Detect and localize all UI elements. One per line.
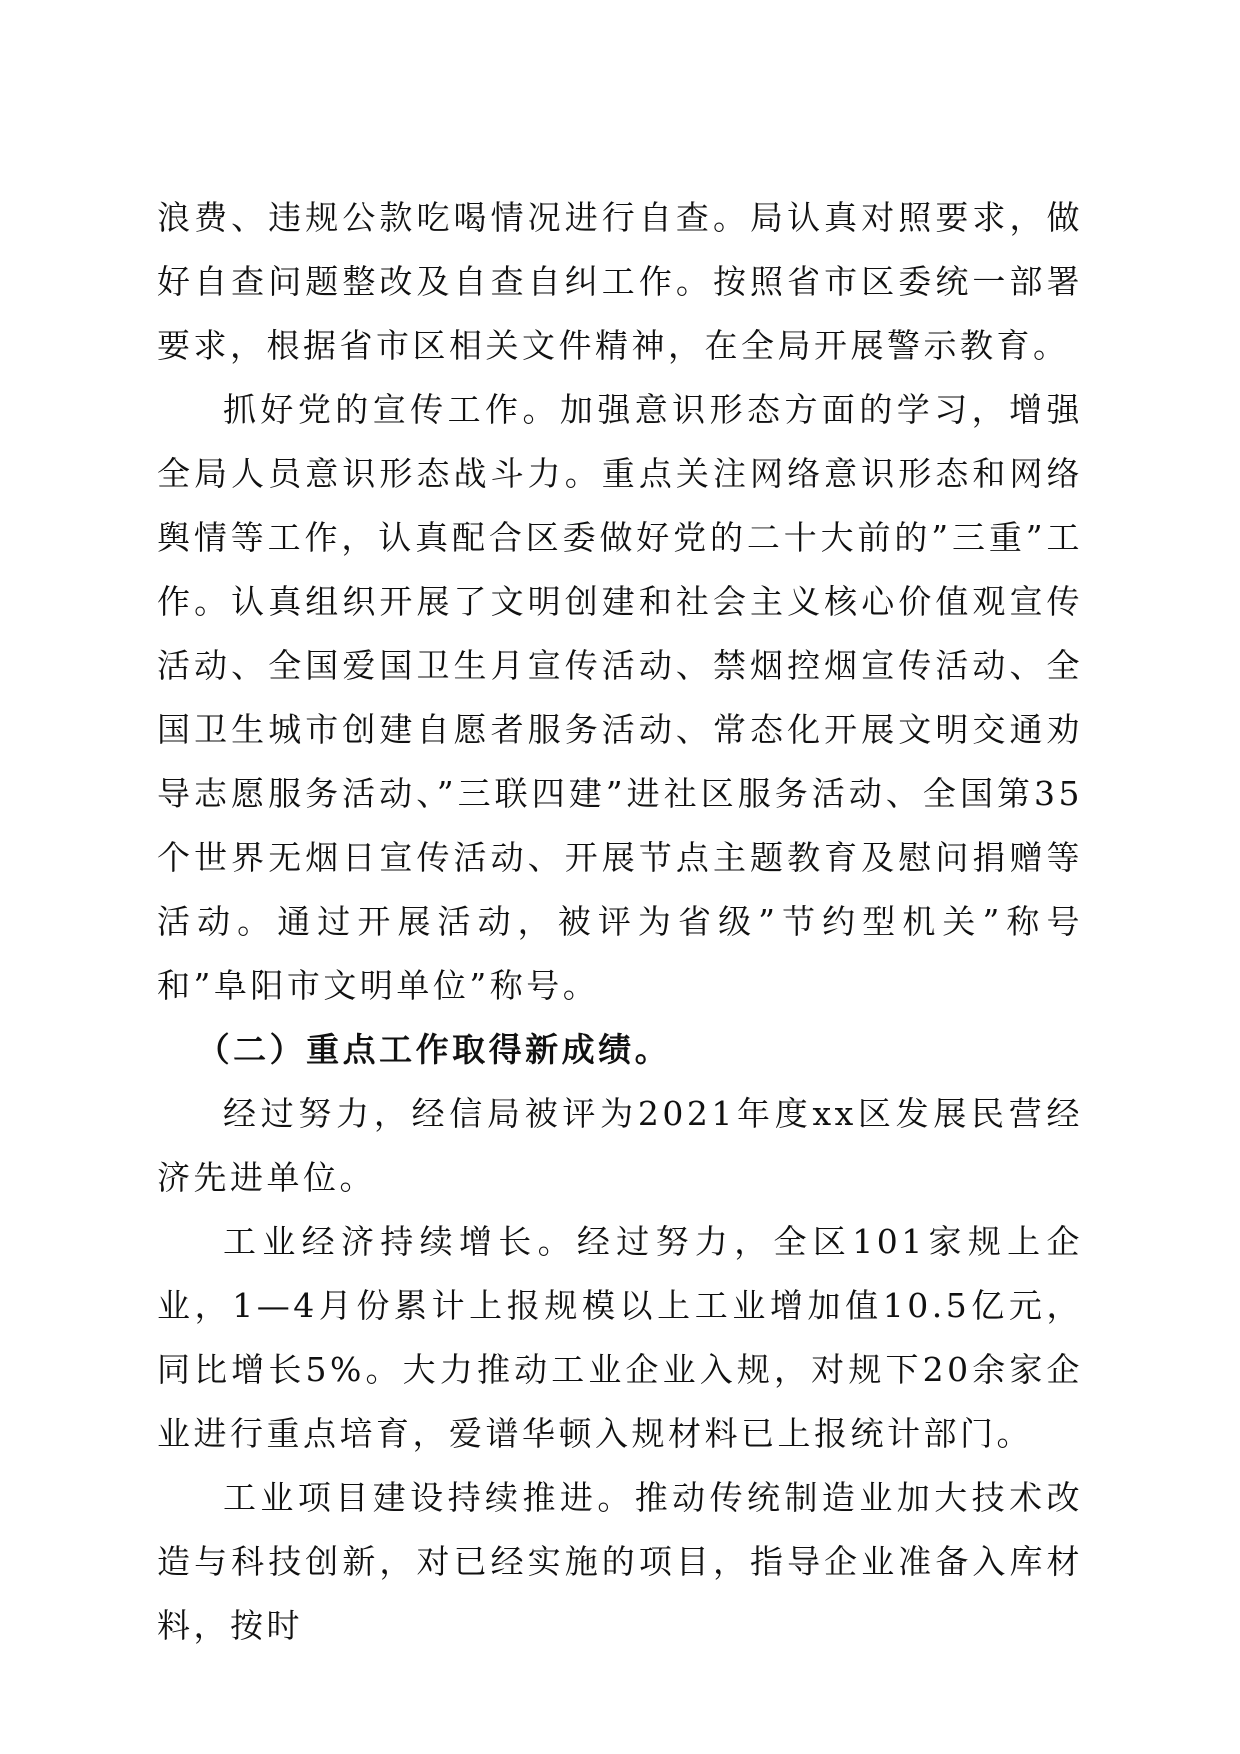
- document-body: [157, 186, 1083, 1658]
- paragraph-publicity-work: 抓好党的宣传工作。加强意识形态方面的学习，增强全局人员意识形态战斗力。重点关注网络意识形态和网络舆情等工作，认真配合区委做好党的二十大前的”三重”工作。认真组织开展了文明创建和社会主义核心价值观宣传活动、全国爱国卫生月宣传活动、禁烟控烟宣传活动、全国卫生城市创建自愿者服务活动、常态化开展文明交通劝导志愿服务活动、”三联四建”进社区服务活动、全国第35个世界无烟日宣传活动、开展节点主题教育及慰问捐赠等活动。通过开展活动，被评为省级”节约型机关”称号和”阜阳市文明单位”称号。: [157, 390, 1083, 1005]
- section-heading: （二）重点工作取得新成绩。: [196, 1030, 672, 1069]
- paragraph-industrial-projects: 工业项目建设持续推进。推动传统制造业加大技术改造与科技创新，对已经实施的项目，指导企业准备入库材料，按时: [157, 1478, 1083, 1645]
- paragraph-award: 经过努力，经信局被评为2021年度xx区发展民营经济先进单位。: [157, 1094, 1083, 1197]
- paragraph-industrial-growth: 工业经济持续增长。经过努力，全区101家规上企业，1—4月份累计上报规模以上工业增加值10.5亿元，同比增长5%。大力推动工业企业入规，对规下20余家企业进行重点培育，爱谱华顿入规材料已上报统计部门。: [157, 1222, 1083, 1453]
- paragraph-self-inspection: 浪费、违规公款吃喝情况进行自查。局认真对照要求，做好自查问题整改及自查自纠工作。按照省市区委统一部署要求，根据省市区相关文件精神，在全局开展警示教育。: [157, 198, 1083, 365]
